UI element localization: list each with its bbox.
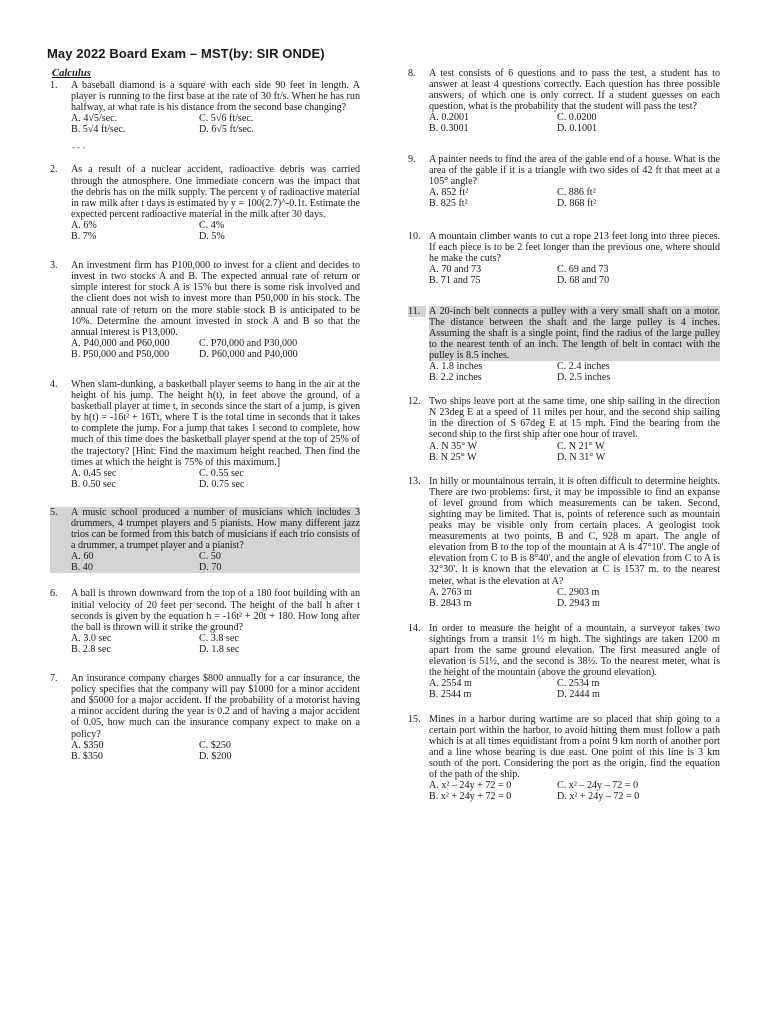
answer-options xyxy=(71,338,360,360)
option-c: C. 2534 m xyxy=(557,678,600,690)
option-b: B. 71 and 75 xyxy=(429,275,481,287)
option-c: C. P70,000 and P30,000 xyxy=(199,337,298,349)
option-a: A. 3.0 sec xyxy=(71,632,112,644)
question-number: 14. xyxy=(408,622,421,634)
question-2 xyxy=(50,164,360,242)
option-a: A. 852 ft² xyxy=(429,186,469,198)
option-d: D. 868 ft² xyxy=(557,197,597,209)
option-a: A. 2554 m xyxy=(429,678,472,690)
question-number: 11. xyxy=(408,306,426,317)
option-a: A. 0.2001 xyxy=(429,112,470,124)
answer-options xyxy=(71,113,360,135)
option-a: A. P40,000 and P60,000 xyxy=(71,337,170,349)
question-number: 13. xyxy=(408,475,421,487)
answer-options xyxy=(429,587,720,609)
answer-options xyxy=(429,678,720,700)
option-d: D. P60,000 and P40,000 xyxy=(199,348,298,360)
option-b: B. 2.2 inches xyxy=(429,372,482,384)
answer-options xyxy=(429,112,720,134)
option-b: B. 2843 m xyxy=(429,597,472,609)
option-a: A. 4√5/sec. xyxy=(71,113,118,125)
question-text: In order to measure the height of a mountain, a surveyor takes two sightings from a transit 1½ m high. The sightings are taken 1200 m apart from the same ground elevation. The first measured angle of elevation is 51½, and the second is 38½. To the nearest meter, what is the height of the mountain (above the ground elevation). xyxy=(429,622,720,679)
option-b: B. 0.3001 xyxy=(429,123,469,135)
question-text: A mountain climber wants to cut a rope 213 feet long into three pieces. If each piece is to be 2 feet longer than the previous one, where should he make the cuts? xyxy=(429,231,720,265)
option-d: D. 1.8 sec xyxy=(199,643,240,655)
question-number: 3. xyxy=(50,260,58,272)
option-c: C. 0.0200 xyxy=(557,112,597,124)
option-d: D. 5% xyxy=(199,231,225,243)
question-number: 7. xyxy=(50,673,58,685)
option-d: D. 2444 m xyxy=(557,689,600,701)
option-d: D. $200 xyxy=(199,750,232,762)
option-c: C. N 21° W xyxy=(557,440,605,452)
answer-options xyxy=(71,633,360,655)
option-d: D. N 31° W xyxy=(557,451,606,463)
option-d: D. 68 and 70 xyxy=(557,275,610,287)
question-text: An insurance company charges $800 annually for a car insurance, the policy specifies that the company will pay $1000 for a minor accident and $5000 for a major accident. If the probability of a motorist having a minor accident during the year is 0.2 and of having a major accident of 0.05, how much can the insurance company expect to make on a policy? xyxy=(71,673,360,740)
option-a: A. 6% xyxy=(71,219,97,231)
answer-options xyxy=(71,468,360,490)
question-9 xyxy=(408,154,720,209)
option-b: B. x² + 24y + 72 = 0 xyxy=(429,791,512,803)
exam-title: May 2022 Board Exam – MST(by: SIR ONDE) xyxy=(47,46,325,61)
option-a: A. 60 xyxy=(71,551,94,563)
question-number: 10. xyxy=(408,231,421,243)
option-d: D. 0.75 sec xyxy=(199,478,245,490)
option-c: C. 69 and 73 xyxy=(557,264,609,276)
separator: - - - xyxy=(72,142,86,153)
question-text: A music school produced a number of musicians which includes 3 drummers, 4 trumpet players and 5 pianists. How many different jazz trios can be formed from this batch of musicians if each trio consists of a drummer, a trumpet player and a pianist? xyxy=(71,506,360,552)
option-b: B. 2.8 sec xyxy=(71,643,111,655)
option-b: B. N 25° W xyxy=(429,451,477,463)
question-number: 2. xyxy=(50,164,58,176)
question-text: As a result of a nuclear accident, radioactive debris was carried through the atmosphere. One immediate concern was the impact that the debris has on the milk supply. The percent y of radioactive material in raw milk after t days is estimated by y = 100(2.7)^-0.1t. Estimate the expected percent radioactive material in the milk after 30 days. xyxy=(71,164,360,220)
option-a: A. 2763 m xyxy=(429,586,472,598)
answer-options xyxy=(71,220,360,242)
question-number: 12. xyxy=(408,396,421,408)
section-label: Calculus xyxy=(52,68,91,79)
question-10 xyxy=(408,231,720,286)
answer-options xyxy=(429,187,720,209)
option-c: C. 5√6 ft/sec. xyxy=(199,113,254,125)
option-b: B. 7% xyxy=(71,231,97,243)
question-number: 4. xyxy=(50,378,58,390)
question-number: 8. xyxy=(408,68,416,79)
option-b: B. 0.50 sec xyxy=(71,478,116,490)
question-number: 1. xyxy=(50,80,58,91)
answer-options xyxy=(71,551,360,573)
question-14 xyxy=(408,623,720,701)
question-text: Two ships leave port at the same time, one ship sailing in the direction N 23deg E at a speed of 11 miles per hour, and the second ship sailing in the direction of S 67deg E at 15 mph. Find the bearing from the second ship to the first ship after one hour of travel. xyxy=(429,396,720,441)
option-b: B. P50,000 and P50,000 xyxy=(71,348,170,360)
option-b: B. 40 xyxy=(71,562,93,574)
question-text: An investment firm has P100,000 to invest for a client and decides to invest in two stocks A and B. The expected annual rate of return or simple interest for stock A is 15% but there is some risk involved and the client does not wish to invest more than P50,000 in his stock. The annual rate of return on the more stable stock B is anticipated to be 10%. Determine the amount invested in stock A and B so that the annual interest is P13,000. xyxy=(71,260,360,338)
option-d: D. 2943 m xyxy=(557,597,600,609)
question-number: 9. xyxy=(408,153,416,165)
option-c: C. x² – 24y – 72 = 0 xyxy=(557,780,639,792)
question-number: 15. xyxy=(408,713,421,725)
option-c: C. 4% xyxy=(199,219,225,231)
option-b: B. $350 xyxy=(71,750,103,762)
option-a: A. $350 xyxy=(71,739,104,751)
option-a: A. 1.8 inches xyxy=(429,360,483,372)
left-column xyxy=(50,68,360,762)
answer-options xyxy=(429,441,720,463)
option-d: D. 70 xyxy=(199,562,222,574)
question-text-highlighted: A 20-inch belt connects a pulley with a very small shaft on a motor. The distance between the shaft and the large pulley is 4 inches. Assuming the shaft is a single point, find the radius of the large pulley to the nearest tenth of an inch. The length of belt in contact with the pulley is 8.5 inches. xyxy=(429,305,720,361)
option-c: C. 3.8 sec xyxy=(199,632,239,644)
option-b: B. 825 ft² xyxy=(429,197,468,209)
question-text: When slam-dunking, a basketball player seems to hang in the air at the height of his jump. The height h(t), in feet above the ground, of a basketball player at time t, in seconds since the start of a jump, is given by h(t) = -16t² + 16Tt, where T is the total time in seconds that it takes to complete the jump. For a jump that takes 1 second to complete, how much of this time does the basketball player spend at the top of 25% of the trajectory? [Hint: Find the maximum height reached. Then find the times at which the height is 75% of this maximum.] xyxy=(71,378,360,468)
option-d: D. 6√5 ft/sec. xyxy=(199,124,254,136)
option-d: D. 2.5 inches xyxy=(557,372,611,384)
question-5-highlighted xyxy=(50,507,360,574)
option-c: C. $250 xyxy=(199,739,231,751)
answer-options xyxy=(429,264,720,286)
question-8 xyxy=(408,68,720,135)
question-11 xyxy=(408,306,720,384)
question-text: A ball is thrown downward from the top of a 180 foot building with an initial velocity of 20 feet per second. The height of the ball h after t seconds is given by the equation h = -16t² + 20t + 180. How long after the ball is thrown will it strike the ground? xyxy=(71,588,360,633)
option-b: B. 5√4 ft/sec. xyxy=(71,124,126,136)
answer-options xyxy=(429,361,720,383)
option-a: A. N 35° W xyxy=(429,440,478,452)
question-6 xyxy=(50,588,360,655)
answer-options xyxy=(429,780,720,802)
option-c: C. 0.55 sec xyxy=(199,467,244,479)
option-c: C. 886 ft² xyxy=(557,186,596,198)
question-12 xyxy=(408,396,720,463)
question-text: Mines in a harbor during wartime are so placed that ship going to a certain port within the harbor, to avoid hitting them must follow a path which is at all times equidistant from a point 9 km north of another port and a line whose bearing is due east. One point of this line is 3 km south of the port. Considering the port as the origin, find the equation of the path of the ship. xyxy=(429,713,720,780)
question-15 xyxy=(408,714,720,803)
question-text: A painter needs to find the area of the gable end of a house. What is the area of the gable if it is a triangle with two sides of 42 ft that meet at a 105° angle? xyxy=(429,153,720,187)
answer-options xyxy=(71,740,360,762)
question-7 xyxy=(50,673,360,762)
question-number: 6. xyxy=(50,588,58,600)
option-a: A. 70 and 73 xyxy=(429,264,482,276)
question-3 xyxy=(50,260,360,360)
question-13 xyxy=(408,476,720,609)
question-number: 5. xyxy=(50,506,58,518)
option-c: C. 2903 m xyxy=(557,586,600,598)
question-4 xyxy=(50,379,360,490)
question-text: In hilly or mountainous terrain, it is often difficult to determine heights. There are two problems: first, it may be impossible to find an expanse of level ground from which measurements can be taken. Second, sighting may be limited. That is, points of reference such as mountain peaks may be visible only from certain places. A geologist took measurements at two points, B and C, 928 m apart. The angle of elevation from B to the top of the mountain at A is 47°10'. The angle of elevation from C to B is 8°40', and the angle of elevation from C to A is 32°30'. It is known that the elevation at C is 1537 m. to the nearest meter, what is the elevation at A? xyxy=(429,475,720,587)
option-c: C. 2.4 inches xyxy=(557,360,610,372)
option-d: D. 0.1001 xyxy=(557,123,598,135)
option-c: C. 50 xyxy=(199,551,221,563)
right-column xyxy=(408,68,720,802)
option-b: B. 2544 m xyxy=(429,689,472,701)
option-a: A. x² – 24y + 72 = 0 xyxy=(429,780,512,792)
question-1 xyxy=(50,80,360,135)
question-text: A baseball diamond is a square with each side 90 feet in length. A player is running to the first base at the rate of 30 ft/s. When he has run halfway, at what rate is his distance from the second base changing? xyxy=(71,80,360,114)
question-text: A test consists of 6 questions and to pass the test, a student has to answer at least 4 questions correctly. Each question has three possible answers, of which one is only correct. If a student guesses on each question, what is the probability that the student will pass the test? xyxy=(429,68,720,113)
option-a: A. 0.45 sec xyxy=(71,467,117,479)
option-d: D. x² + 24y – 72 = 0 xyxy=(557,791,640,803)
